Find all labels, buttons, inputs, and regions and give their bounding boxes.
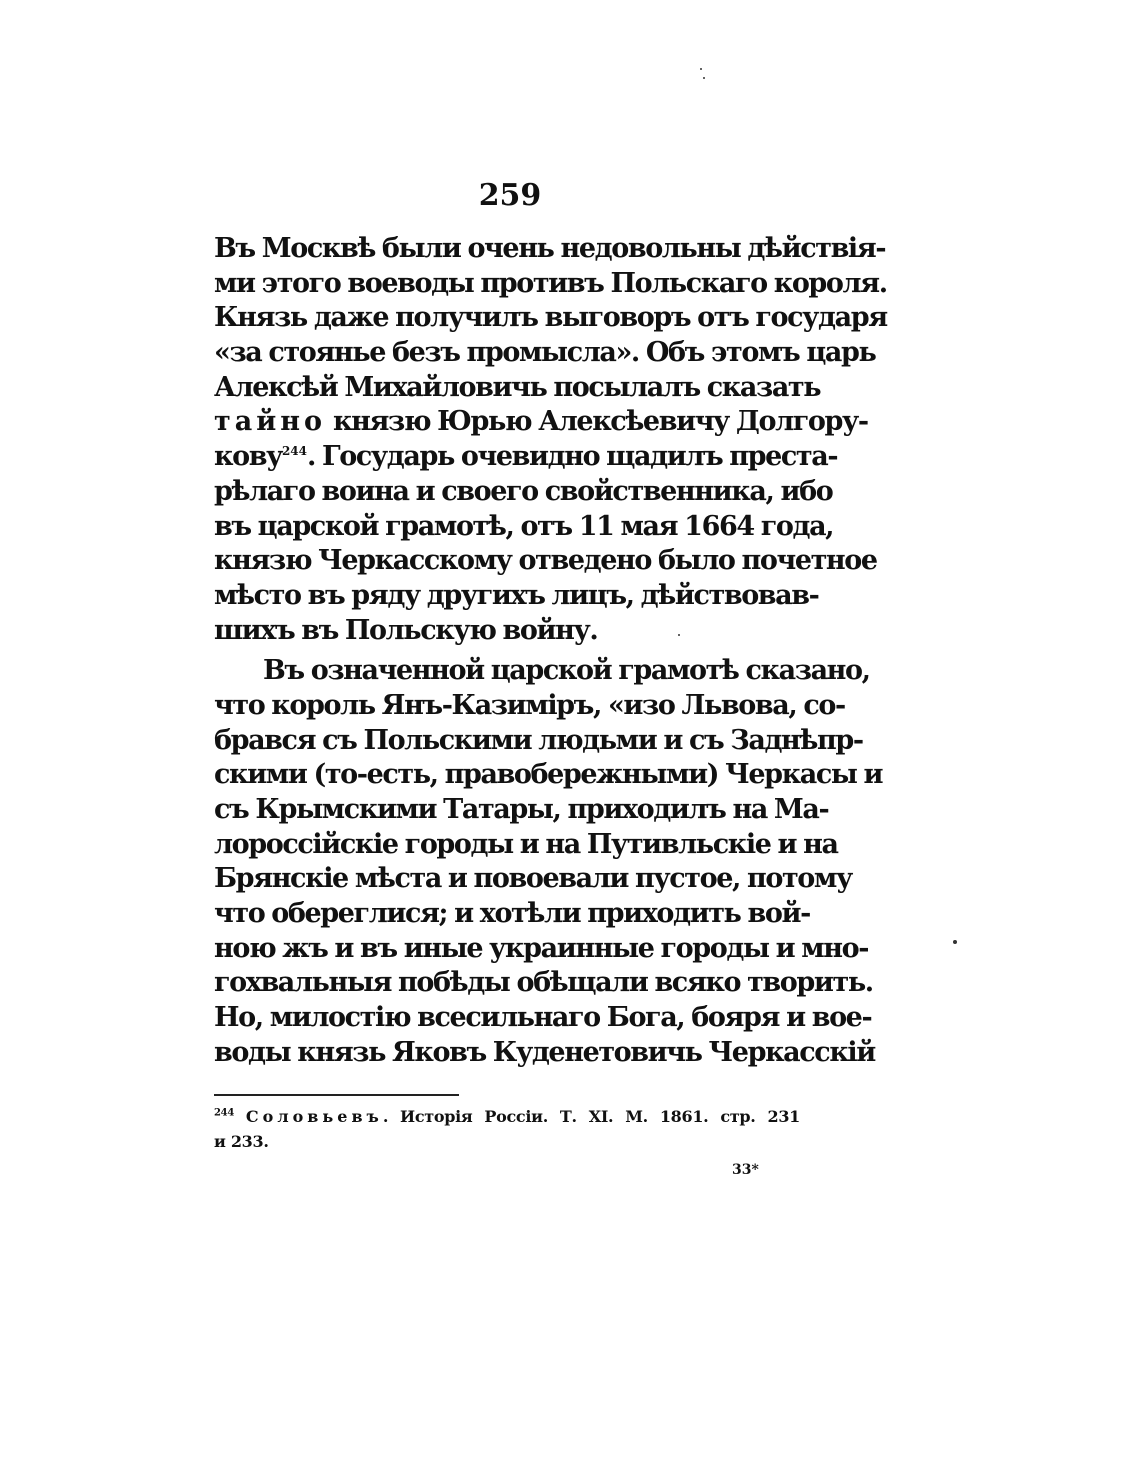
- text-line: лороссійскіе городы и на Путивльскіе и на: [214, 828, 838, 860]
- text-line: скими (то-есть, правобережными) Черкасы и: [214, 759, 883, 791]
- scan-speck: [953, 940, 957, 944]
- text-line: Въ Москвѣ были очень недовольны дѣйствія-: [214, 233, 886, 264]
- footnote-divider: [214, 1094, 459, 1096]
- footnote: [214, 1104, 800, 1154]
- text-line: рѣлаго воина и своего свойственника, ибо: [214, 475, 833, 507]
- footnote-text: . Исторія Россіи. Т. XI. М. 1861. стр. 231: [382, 1107, 800, 1126]
- footnote-text-continued: и 233.: [214, 1132, 269, 1151]
- text-line: Но, милостію всесильнаго Бога, бояря и вое-: [214, 1002, 872, 1034]
- text-line: Брянскіе мѣста и повоевали пустое, потому: [214, 863, 852, 895]
- spaced-emphasis: тайно: [214, 406, 327, 438]
- text-line: мѣсто въ ряду другихъ лицъ, дѣйствовав-: [214, 579, 819, 611]
- text-line: шихъ въ Польскую войну.: [214, 614, 598, 646]
- signature-mark: 33*: [732, 1162, 759, 1178]
- text-line: ною жъ и въ иные украинные городы и мно-: [214, 932, 869, 964]
- text-line: князю Черкасскому отведено было почетное: [214, 545, 877, 577]
- text-line: «за стоянье безъ промысла». Объ этомъ царь: [214, 337, 876, 369]
- text-line: что обереглися; и хотѣли приходить вой-: [214, 898, 810, 930]
- text-line: [214, 405, 868, 440]
- scan-speck: [703, 77, 705, 79]
- line-text: князю Юрью Алексѣевичу Долгору-: [326, 406, 868, 438]
- text-line: ми этого воеводы противъ Польскаго короля.: [214, 267, 887, 299]
- scan-speck: [678, 634, 680, 636]
- footnote-marker: 244: [214, 1107, 234, 1119]
- page-number: 259: [478, 178, 542, 213]
- text-line: что король Янъ-Казиміръ, «изо Львова, со-: [214, 689, 845, 721]
- text-line: [214, 440, 838, 475]
- scan-speck: [700, 68, 702, 70]
- text-line: Алексѣй Михайловичь посылалъ сказать: [214, 371, 821, 403]
- line-text: . Государь очевидно щадилъ преста-: [307, 441, 838, 473]
- text-line: гохвальныя побѣды обѣщали всяко творить.: [214, 967, 873, 999]
- body-text: [214, 232, 887, 1071]
- text-line: Въ означенной царской грамотѣ сказано,: [263, 655, 870, 687]
- footnote-reference: 244: [281, 444, 308, 459]
- text-line: воды князь Яковъ Куденетовичь Черкасскій: [214, 1036, 875, 1068]
- text-line: Князь даже получилъ выговоръ отъ государя: [214, 302, 887, 334]
- text-line: съ Крымскими Татары, приходилъ на Ма-: [214, 794, 829, 825]
- text-line: брався съ Польскими людьми и съ Заднѣпр-: [214, 724, 863, 756]
- text-line: въ царской грамотѣ, отъ 11 мая 1664 года,: [214, 510, 834, 542]
- footnote-author: Соловьевъ: [245, 1107, 383, 1126]
- line-text: кову: [214, 441, 282, 473]
